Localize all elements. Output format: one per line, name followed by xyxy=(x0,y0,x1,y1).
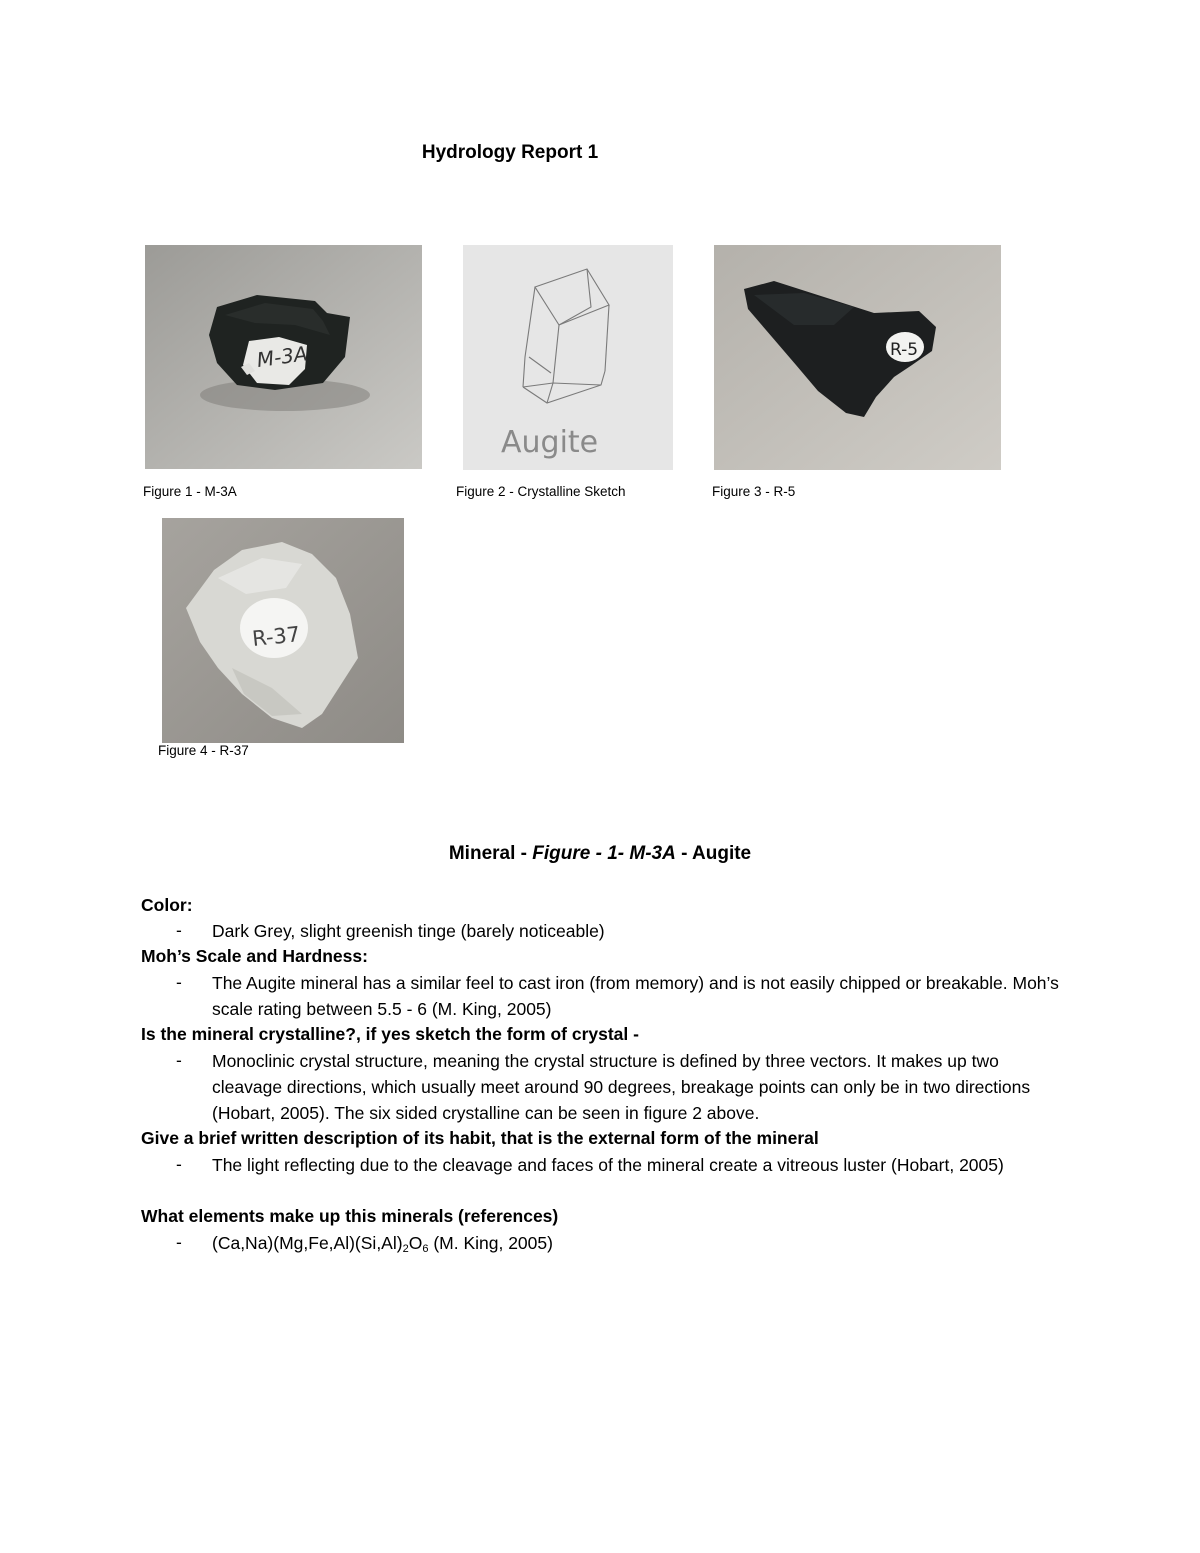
figure-3-label: R-5 xyxy=(890,340,919,360)
formula-part-2: O xyxy=(408,1233,423,1253)
bullet-dash: - xyxy=(176,1232,182,1252)
bullet-dash: - xyxy=(176,920,182,940)
figure-4-label: R-37 xyxy=(250,622,302,652)
answer-hardness: The Augite mineral has a similar feel to cast iron (from memory) and is not easily chipped or breakable. Moh’s scale rating between 5.5 - 6 (M. King, 2005) xyxy=(212,973,1059,1019)
answer-color: Dark Grey, slight greenish tinge (barely noticeable) xyxy=(212,921,605,941)
mineral-heading-suffix: - Augite xyxy=(675,843,752,864)
bullet-dash: - xyxy=(176,972,182,992)
figure-4-caption: Figure 4 - R-37 xyxy=(158,743,249,758)
figure-1-caption: Figure 1 - M-3A xyxy=(143,484,237,499)
formula-part-1: (Ca,Na)(Mg,Fe,Al)(Si,Al) xyxy=(212,1233,403,1253)
figure-1-photo xyxy=(145,245,422,469)
question-crystalline: Is the mineral crystalline?, if yes sketch the form of crystal - xyxy=(141,1024,639,1044)
page-title: Hydrology Report 1 xyxy=(421,142,599,163)
figure-2-caption: Figure 2 - Crystalline Sketch xyxy=(456,484,626,499)
answer-crystalline: Monoclinic crystal structure, meaning the crystal structure is defined by three vectors. It makes up two cleavage directions, which usually meet around 90 degrees, breakage points can only be in two directions (Hobart, 2005). The six sided crystalline can be seen in figure 2 above. xyxy=(212,1051,1031,1123)
bullet-dash: - xyxy=(176,1154,182,1174)
answer-habit: The light reflecting due to the cleavage and faces of the mineral create a vitreous luster (Hobart, 2005) xyxy=(212,1155,1004,1175)
mineral-heading-prefix: Mineral - xyxy=(448,843,533,864)
mineral-heading xyxy=(0,843,1200,865)
formula-reference: (M. King, 2005) xyxy=(428,1233,553,1253)
figure-2-sketch xyxy=(463,245,673,470)
question-color: Color: xyxy=(141,895,193,915)
question-hardness: Moh’s Scale and Hardness: xyxy=(141,946,368,966)
figure-3-photo xyxy=(714,245,1001,470)
answer-formula xyxy=(212,1230,1072,1256)
figure-4-photo xyxy=(162,518,404,743)
mineral-heading-figure: Figure - 1- M-3A xyxy=(532,843,676,864)
formula-sub-2: 6 xyxy=(422,1243,429,1255)
bullet-dash: - xyxy=(176,1050,182,1070)
figure-3-caption: Figure 3 - R-5 xyxy=(712,484,796,499)
formula-sub-1: 2 xyxy=(402,1243,409,1255)
question-habit: Give a brief written description of its habit, that is the external form of the mineral xyxy=(141,1128,819,1148)
figure-2-label: Augite xyxy=(501,425,599,460)
figure-1-label: M-3A xyxy=(255,341,309,373)
question-elements: What elements make up this minerals (references) xyxy=(141,1206,559,1226)
